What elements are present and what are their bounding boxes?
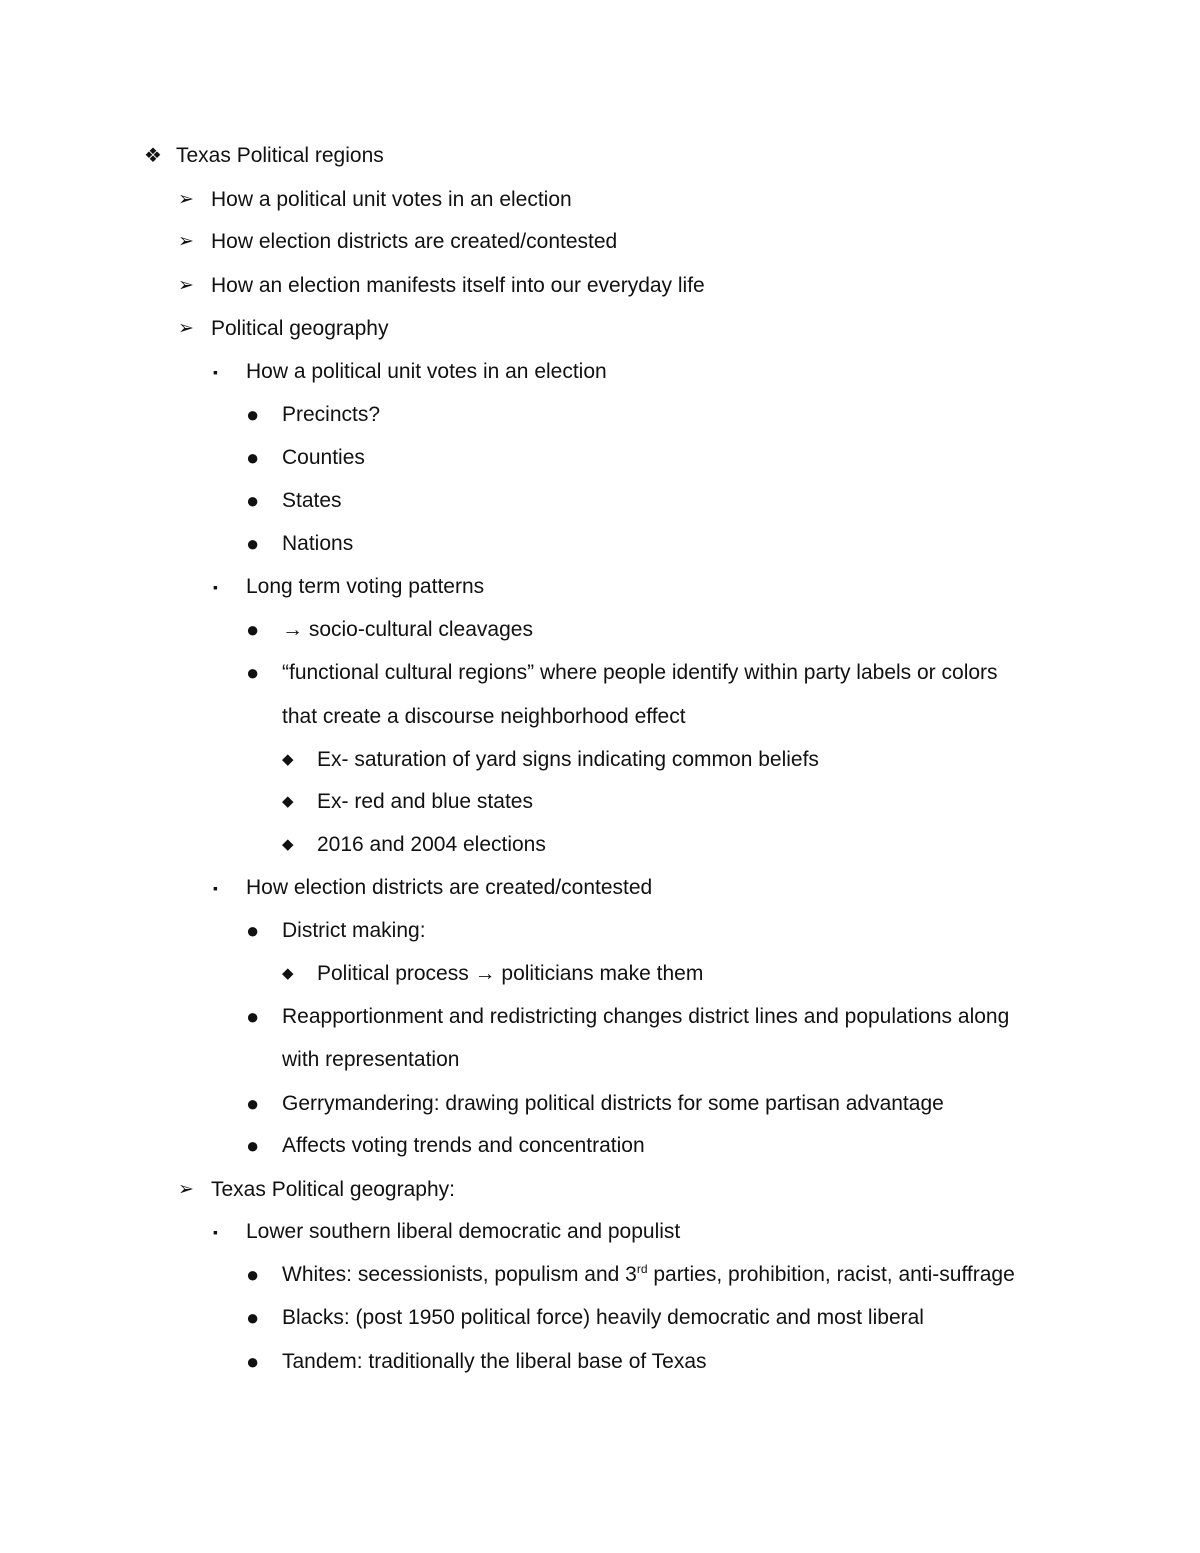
dot-bullet-icon: ● bbox=[246, 402, 260, 427]
outline-item-label: Gerrymandering: drawing political districts for some partisan advantage bbox=[282, 1092, 944, 1115]
outline-item-label: How a political unit votes in an election bbox=[246, 360, 607, 383]
outline-item-label: Texas Political geography: bbox=[211, 1178, 455, 1201]
diamond-bullet-icon: ◆ bbox=[282, 793, 294, 810]
outline-item-text bbox=[282, 704, 686, 730]
outline-item-label: 2016 and 2004 elections bbox=[317, 833, 546, 856]
outline-item-text bbox=[282, 1133, 645, 1159]
outline-item-label: How a political unit votes in an election bbox=[211, 188, 572, 211]
outline-item-text bbox=[211, 273, 705, 299]
outline-item-label: Blacks: (post 1950 political force) heavily democratic and most liberal bbox=[282, 1306, 924, 1329]
outline-item-label: “functional cultural regions” where people identify within party labels or colors bbox=[282, 661, 998, 684]
outline-item-text bbox=[176, 143, 384, 169]
outline-item-text bbox=[246, 1219, 680, 1245]
arrowhead-bullet-icon: ➢ bbox=[178, 189, 194, 210]
outline-item-label: Ex- red and blue states bbox=[317, 790, 533, 813]
outline-item-label: District making: bbox=[282, 919, 426, 942]
dot-bullet-icon: ● bbox=[246, 660, 260, 685]
ordinal-superscript: rd bbox=[636, 1262, 648, 1276]
outline-item-text bbox=[282, 445, 365, 471]
outline-item-label: that create a discourse neighborhood effect bbox=[282, 705, 686, 728]
dot-bullet-icon: ● bbox=[246, 1349, 260, 1374]
square-bullet-icon: ▪ bbox=[213, 1224, 218, 1240]
outline-item-text bbox=[246, 574, 484, 600]
dot-bullet-icon: ● bbox=[246, 445, 260, 470]
dot-bullet-icon: ● bbox=[246, 1091, 260, 1116]
diamond-bullet-icon: ◆ bbox=[282, 751, 294, 768]
outline-item-label: Precincts? bbox=[282, 403, 381, 426]
outline-item-label: Political geography bbox=[211, 317, 389, 340]
outline-item-text bbox=[211, 229, 617, 255]
outline-item-text bbox=[282, 402, 380, 428]
outline-item-text bbox=[282, 1004, 1009, 1030]
arrowhead-bullet-icon: ➢ bbox=[178, 318, 194, 339]
outline-item-label: Counties bbox=[282, 446, 365, 469]
outline-item-text bbox=[211, 1177, 455, 1203]
outline-item-label: How election districts are created/contested bbox=[246, 876, 653, 899]
outline-item-label: Reapportionment and redistricting changes district lines and populations along bbox=[282, 1005, 1010, 1028]
outline-item-label-continued: parties, prohibition, racist, anti-suffrage bbox=[647, 1263, 1015, 1286]
outline-item-text bbox=[282, 1047, 459, 1073]
outline-item-text bbox=[211, 316, 388, 342]
outline-item-label: Affects voting trends and concentration bbox=[282, 1134, 645, 1157]
arrowhead-bullet-icon: ➢ bbox=[178, 1179, 194, 1200]
diamond-bullet-icon: ◆ bbox=[282, 965, 294, 982]
outline-item-text bbox=[282, 1305, 924, 1331]
outline-item-text bbox=[282, 660, 998, 686]
outline-item-label: Long term voting patterns bbox=[246, 575, 485, 598]
outline-item-text bbox=[317, 832, 546, 858]
dot-bullet-icon: ● bbox=[246, 488, 260, 513]
outline-item-text bbox=[246, 875, 652, 901]
outline-item-text bbox=[317, 789, 533, 815]
outline-item-label: Nations bbox=[282, 532, 354, 555]
outline-item-label: Tandem: traditionally the liberal base of Texas bbox=[282, 1350, 707, 1373]
outline-item-text bbox=[246, 359, 607, 385]
square-bullet-icon: ▪ bbox=[213, 880, 218, 896]
square-bullet-icon: ▪ bbox=[213, 364, 218, 380]
outline-item-text bbox=[282, 1349, 707, 1375]
outline-item-label: Ex- saturation of yard signs indicating common beliefs bbox=[317, 748, 819, 771]
outline-item-text bbox=[282, 918, 426, 944]
dot-bullet-icon: ● bbox=[246, 1305, 260, 1330]
four-diamond-bullet-icon: ❖ bbox=[144, 145, 162, 167]
outline-item-text bbox=[317, 747, 819, 773]
outline-item-label: Whites: secessionists, populism and 3 bbox=[282, 1263, 637, 1286]
outline-item-label: States bbox=[282, 489, 342, 512]
outline-item-text bbox=[317, 961, 703, 987]
dot-bullet-icon: ● bbox=[246, 1133, 260, 1158]
arrowhead-bullet-icon: ➢ bbox=[178, 231, 194, 252]
outline-item-label: Political process → politicians make them bbox=[317, 962, 704, 985]
outline-item-text bbox=[282, 488, 342, 514]
square-bullet-icon: ▪ bbox=[213, 579, 218, 595]
outline-item-text bbox=[282, 617, 533, 643]
dot-bullet-icon: ● bbox=[246, 617, 260, 642]
dot-bullet-icon: ● bbox=[246, 531, 260, 556]
outline-item-text bbox=[282, 1262, 1015, 1288]
dot-bullet-icon: ● bbox=[246, 1262, 260, 1287]
outline-item-label: Lower southern liberal democratic and populist bbox=[246, 1220, 681, 1243]
outline-item-label: → socio-cultural cleavages bbox=[282, 618, 533, 641]
outline-item-text bbox=[282, 531, 353, 557]
outline-item-text bbox=[211, 187, 572, 213]
outline-item-text bbox=[282, 1091, 944, 1117]
dot-bullet-icon: ● bbox=[246, 918, 260, 943]
diamond-bullet-icon: ◆ bbox=[282, 836, 294, 853]
arrowhead-bullet-icon: ➢ bbox=[178, 275, 194, 296]
dot-bullet-icon: ● bbox=[246, 1004, 260, 1029]
outline-item-label: Texas Political regions bbox=[176, 144, 384, 167]
outline-item-label: with representation bbox=[282, 1048, 460, 1071]
outline-item-label: How an election manifests itself into our everyday life bbox=[211, 274, 705, 297]
outline-item-label: How election districts are created/contested bbox=[211, 230, 618, 253]
